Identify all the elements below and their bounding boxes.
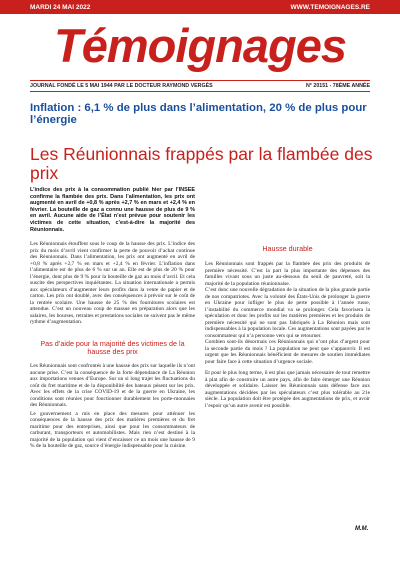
article-subhead: Pas d’aide pour la majorité des victimes de la hausse des prix [40, 338, 185, 357]
article-lead: L’indice des prix à la consommation publié hier par l’INSEE confirme la flambée des prix. Dans l’alimentation, les prix ont augmenté en avril de +0,8 % après +2,7 % en mars et +2,4 % en février. La bouteille de gaz a connu une hausse de plus de 9 % en avril. Aucune aide de l’État n’est prévue pour soutenir les victimes de cette situation, c’est-à-dire la majorité des Réunionnais. [30, 187, 195, 233]
article-column-left [30, 187, 195, 450]
article-kicker: Inflation : 6,1 % de plus dans l’alimentation, 20 % de plus pour l’énergie [30, 102, 367, 126]
issue-number: N° 20151 - 78ÈME ANNÉE [305, 83, 370, 89]
article-subhead: Hausse durable [262, 244, 313, 253]
masthead [0, 14, 400, 78]
article-paragraph: Les Réunionnais sont frappés par la flambée des prix des produits de première nécessité. C’est la part la plus importante des dépenses des familles vivant sous un juste au-dessous du seuil de pauvreté, soit la majorité de la population réunionnaise. [205, 261, 370, 287]
masthead-subbar [30, 80, 370, 92]
newspaper-title: Témoignages [54, 19, 346, 72]
article-headline: Les Réunionnais frappés par la flambée des prix [30, 144, 373, 183]
article-paragraph: C’est donc une nouvelle dégradation de la situation de la plus grande partie de nos compatriotes. Avec la volonté des États-Unis de prolonger la guerre en Ukraine pour infliger le plus de perte possible à l’année russe, l’instabilité du commerce mondial va se prolonger. Cela favorisera la spéculation et donc les profits sur les matières premières et les produits de première nécessité qui ne sont pas fabriqués à La Réunion mais sont indispensables à la population locale. Ces augmentations sont payées par le consommateur qui n’a personne vers qui se retourner. [205, 287, 370, 339]
top-bar [0, 0, 400, 14]
article-paragraph: Le gouvernement a mis en place des mesures pour atténuer les conséquences de la hausse des prix des matières premières et du fret maritime pour des entreprises, ainsi que pour les consommateurs de carburant, transporteurs et automobilistes. Mais rien n’est destiné à la majorité de la population qui vient d’encaisser ce un mois une hausse de 9 % de la bouteille de gaz, source d’énergie indispensable pour la cuisine. [30, 410, 195, 450]
founder-line: JOURNAL FONDÉ LE 5 MAI 1944 PAR LE DOCTEUR RAYMOND VERGÈS [30, 83, 213, 89]
article-paragraph: Combien sont-ils désormais ces Réunionnais qui n’ont plus d’argent pour la seconde partie du mois ? La population ne peut que s’appauvrir. Il est urgent que les Réunionnais bénéficient de mesures de soutien immédiates pour faire face à cette situation d’urgence sociale. [205, 339, 370, 365]
issue-date: MARDI 24 MAI 2022 [30, 3, 91, 11]
author-signature: M.M. [355, 526, 369, 532]
website-link[interactable]: WWW.TEMOIGNAGES.RE [290, 3, 370, 11]
article-paragraph: Les Réunionnais étouffent sous le coup de la hausse des prix. L’indice des prix du mois d’avril vient confirmer la perte de pouvoir d’achat continue des Réunionnais. Dans l’alimentation, les prix ont augmenté en avril de +0,8 % après +2,7 % en mars et +2,4 % en février. L’inflation dans l’alimentaire est de plus de 6 % sur un an. Elle est de plus de 20 % pour l’énergie, dont plus de 9 % pour la bouteille de gaz au mois d’avril. Et cela suscite des perspectives inquiétantes. La situation internationale a permis aux spéculateurs d’augmenter leurs profits dans la vente de papier et de carton. Les prix ont doublé, avec des conséquences à prévoir sur le coût de la rentrée scolaire. Une hausse de 25 % des fournitures scolaires est attendue. C’est un nouveau coup de massue en préparation alors que les salaires, les bourses, retraites et prestations sociales ne suivent pas le même rythme d’augmentation. [30, 241, 195, 326]
article-paragraph: Les Réunionnais sont confrontés à une hausse des prix sur laquelle ils n’ont aucune prise. C’est la conséquence de la forte dépendance de La Réunion aux importations venues d’Europe. Sur un si long trajet les fluctuations du coût du fret maritime et de la disponibilité des bateaux pèsent sur les prix. Avec les effets de la crise COVID-19 et de la guerre en Ukraine, les conditions sont réunies pour fonctionner durablement les porte-monnaies des Réunionnais. [30, 363, 195, 409]
article-paragraph: Et pour le plus long terme, il est plus que jamais nécessaire de tout remettre à plat afin de construire un autre pays, afin de faire émerger une Réunion développée et solidaire. Laisser les Réunionnais sans défense face aux augmentations décidées par les spéculateurs c’est plus tolérable au 21e siècle. La population doit être protégée des augmentations de prix, et avoir l’espoir qu’un autre avenir est possible. [205, 370, 370, 409]
article-column-right [205, 187, 370, 409]
